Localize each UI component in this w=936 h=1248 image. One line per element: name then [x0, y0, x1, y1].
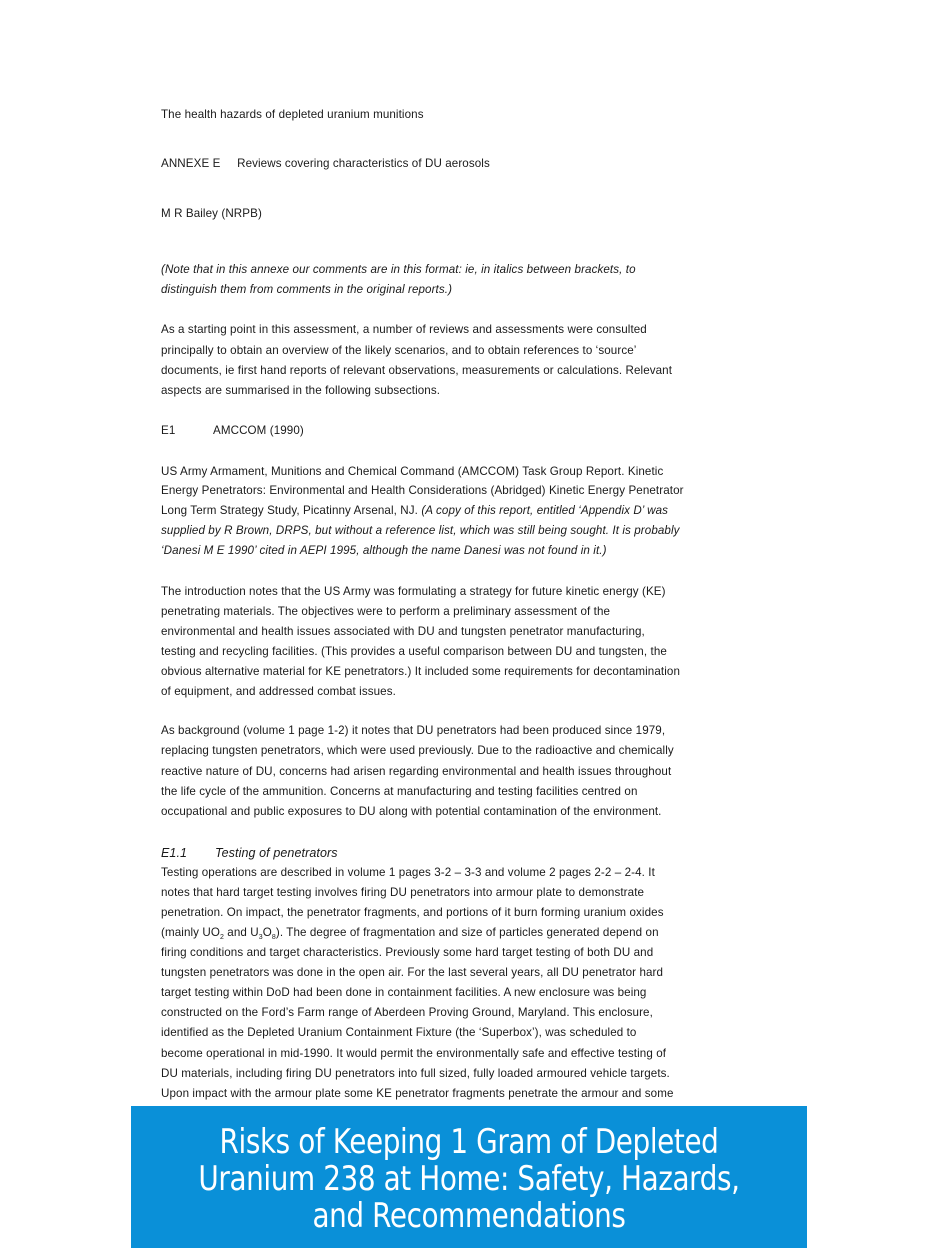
oxide-text: O	[262, 926, 272, 939]
amccom-line: Energy Penetrators: Environmental and Health Considerations (Abridged) Kinetic Energy Penetrator	[161, 484, 684, 497]
note-line: distinguish them from comments in the original reports.)	[161, 283, 453, 296]
article-title-line: Risks of Keeping 1 Gram of Depleted	[219, 1122, 719, 1162]
amccom-comment-line: supplied by R Brown, DRPS, but without a reference list, which was still being sought. It is probably	[161, 524, 680, 537]
amccom-line: US Army Armament, Munitions and Chemical Command (AMCCOM) Task Group Report. Kinetic	[161, 465, 664, 478]
subsection-number: E1.1	[161, 846, 188, 860]
section-number: E1	[161, 424, 176, 437]
article-title-line: Uranium 238 at Home: Safety, Hazards,	[198, 1159, 740, 1199]
testing-line: Testing operations are described in volume 1 pages 3-2 – 3-3 and volume 2 pages 2-2 – 2-4. It	[161, 866, 655, 879]
testing-line: penetration. On impact, the penetrator fragments, and portions of it burn forming uranium oxides	[161, 906, 664, 919]
document-title: The health hazards of depleted uranium munitions	[161, 108, 424, 121]
amccom-comment-line: ‘Danesi M E 1990’ cited in AEPI 1995, although the name Danesi was not found in it.)	[161, 544, 607, 557]
section-title: AMCCOM (1990)	[213, 424, 304, 437]
annex-heading	[161, 154, 490, 174]
amccom-line	[161, 501, 668, 521]
testing-line: become operational in mid-1990. It would permit the environmentally safe and effective testing of	[161, 1047, 667, 1060]
oxide-text: and U	[223, 926, 259, 939]
introduction-line: obvious alternative material for KE penetrators.) It included some requirements for decontamination	[161, 665, 680, 678]
introduction-line: of equipment, and addressed combat issues.	[161, 685, 396, 698]
intro-line: principally to obtain an overview of the likely scenarios, and to obtain references to ‘source’	[161, 344, 637, 357]
annex-label: ANNEXE E	[161, 157, 221, 170]
testing-line: constructed on the Ford’s Farm range of Aberdeen Proving Ground, Maryland. This enclosure,	[161, 1006, 653, 1019]
amccom-line-comment: (A copy of this report, entitled ‘Appendix D’ was	[421, 504, 669, 517]
intro-line: documents, ie first hand reports of relevant observations, measurements or calculations. Relevant	[161, 364, 673, 377]
oxide-text: ). The degree of fragmentation and size of particles generated depend on	[275, 926, 659, 939]
subscript: 2	[219, 934, 224, 941]
background-line: reactive nature of DU, concerns had arisen regarding environmental and health issues throughout	[161, 765, 672, 778]
background-line: replacing tungsten penetrators, which were used previously. Due to the radioactive and chemically	[161, 744, 674, 757]
section-heading-e1	[161, 421, 304, 441]
article-title-banner[interactable]	[131, 1106, 807, 1248]
oxide-text: (mainly UO	[161, 926, 220, 939]
background-line: occupational and public exposures to DU along with potential contamination of the environment.	[161, 805, 662, 818]
author: M R Bailey (NRPB)	[161, 207, 262, 220]
subscript: 8	[271, 934, 276, 941]
introduction-line: environmental and health issues associated with DU and tungsten penetrator manufacturing,	[161, 625, 645, 638]
introduction-line: The introduction notes that the US Army was formulating a strategy for future kinetic energy (KE)	[161, 585, 666, 598]
note-line: (Note that in this annexe our comments are in this format: ie, in italics between brackets, to	[161, 263, 636, 276]
testing-line: identified as the Depleted Uranium Containment Fixture (the ‘Superbox’), was scheduled to	[161, 1026, 637, 1039]
intro-line: As a starting point in this assessment, a number of reviews and assessments were consulted	[161, 323, 647, 336]
testing-line: firing conditions and target characteristics. Previously some hard target testing of both DU and	[161, 946, 654, 959]
section-heading-e1-1	[161, 843, 338, 863]
introduction-line: penetrating materials. The objectives were to perform a preliminary assessment of the	[161, 605, 611, 618]
annex-title: Reviews covering characteristics of DU aerosols	[237, 157, 490, 170]
background-line: the life cycle of the ammunition. Concerns at manufacturing and testing facilities centred on	[161, 785, 638, 798]
background-line: As background (volume 1 page 1-2) it notes that DU penetrators had been produced since 1979,	[161, 724, 666, 737]
testing-line: Upon impact with the armour plate some KE penetrator fragments penetrate the armour and some	[161, 1087, 674, 1100]
testing-line: DU materials, including firing DU penetrators into full sized, fully loaded armoured vehicle targets.	[161, 1067, 670, 1080]
intro-line: aspects are summarised in the following subsections.	[161, 384, 441, 397]
article-title[interactable]	[192, 1124, 746, 1235]
testing-line: tungsten penetrators was done in the open air. For the last several years, all DU penetrator hard	[161, 966, 664, 979]
testing-line: target testing within DoD had been done in containment facilities. A new enclosure was being	[161, 986, 647, 999]
amccom-line-text: Long Term Strategy Study, Picatinny Arsenal, NJ.	[161, 504, 422, 517]
introduction-line: testing and recycling facilities. (This provides a useful comparison between DU and tungsten, the	[161, 645, 667, 658]
testing-line: notes that hard target testing involves firing DU penetrators into armour plate to demonstrate	[161, 886, 645, 899]
article-title-line: and Recommendations	[312, 1196, 626, 1236]
subscript: 3	[258, 934, 263, 941]
subsection-title: Testing of penetrators	[215, 846, 338, 860]
